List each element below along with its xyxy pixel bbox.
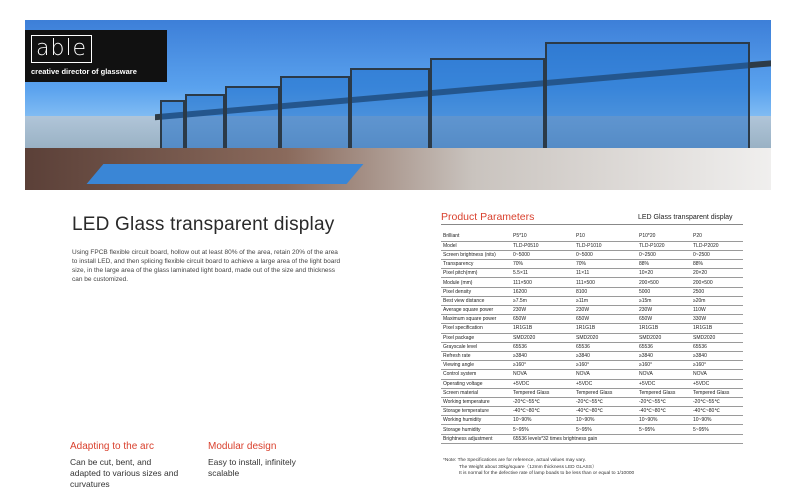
table-row bbox=[441, 361, 743, 370]
table-cell: TLD-P1020 bbox=[637, 241, 691, 250]
table-cell: 1R1G1B bbox=[574, 324, 637, 333]
table-cell: Tempered Glass bbox=[691, 388, 743, 397]
table-cell: SMD2020 bbox=[637, 333, 691, 342]
table-cell: 88% bbox=[637, 260, 691, 269]
table-cell: Control system bbox=[441, 370, 511, 379]
table-cell: 111×500 bbox=[511, 278, 574, 287]
table-cell: 5~95% bbox=[574, 425, 637, 434]
table-cell: 0~2500 bbox=[691, 250, 743, 259]
table-cell: ≥160° bbox=[637, 361, 691, 370]
table-cell: Screen material bbox=[441, 388, 511, 397]
table-cell: 650W bbox=[511, 315, 574, 324]
table-cell: 10×20 bbox=[637, 269, 691, 278]
table-row bbox=[441, 241, 743, 250]
table-cell: P20 bbox=[691, 232, 743, 241]
table-cell: 230W bbox=[637, 306, 691, 315]
table-row bbox=[441, 342, 743, 351]
table-cell: 5.5×11 bbox=[511, 269, 574, 278]
table-cell: 111×500 bbox=[574, 278, 637, 287]
table-cell: 10~90% bbox=[637, 416, 691, 425]
table-cell: 330W bbox=[691, 315, 743, 324]
table-cell: Tempered Glass bbox=[574, 388, 637, 397]
table-cell: 16200 bbox=[511, 287, 574, 296]
params-title: Product Parameters bbox=[441, 211, 535, 223]
table-cell: Maximum square power bbox=[441, 315, 511, 324]
table-cell: ≥3840 bbox=[691, 351, 743, 360]
table-cell: Storage temperature bbox=[441, 407, 511, 416]
feature-text-arc: Can be cut, bent, and adapted to various sizes and curvatures bbox=[70, 457, 179, 489]
table-cell: NOVA bbox=[691, 370, 743, 379]
table-cell: TLD-P2020 bbox=[691, 241, 743, 250]
table-cell: 650W bbox=[637, 315, 691, 324]
table-cell: 5~95% bbox=[637, 425, 691, 434]
table-cell: Pixel density bbox=[441, 287, 511, 296]
table-cell: 1R1G1B bbox=[637, 324, 691, 333]
table-cell: NOVA bbox=[637, 370, 691, 379]
table-cell: +5VDC bbox=[511, 379, 574, 388]
note-line: The Weight about 30kg/square（12mm thickness LED GLASS） bbox=[459, 464, 597, 470]
brand-logo bbox=[25, 30, 167, 82]
table-row bbox=[441, 232, 743, 241]
table-cell: 650W bbox=[574, 315, 637, 324]
brand-name: able bbox=[31, 35, 92, 63]
params-table bbox=[441, 232, 743, 444]
table-row bbox=[441, 416, 743, 425]
table-cell: TLD-P1010 bbox=[574, 241, 637, 250]
table-cell: 65536 bbox=[511, 342, 574, 351]
table-row bbox=[441, 379, 743, 388]
table-cell: 65536 bbox=[637, 342, 691, 351]
table-cell: 10~90% bbox=[691, 416, 743, 425]
table-row bbox=[441, 324, 743, 333]
table-cell: Grayscale level bbox=[441, 342, 511, 351]
table-cell: 110W bbox=[691, 306, 743, 315]
table-cell: ≥160° bbox=[511, 361, 574, 370]
table-cell: Operating voltage bbox=[441, 379, 511, 388]
table-row bbox=[441, 296, 743, 305]
table-cell: TLD-P0510 bbox=[511, 241, 574, 250]
table-cell: Model bbox=[441, 241, 511, 250]
page-title: LED Glass transparent display bbox=[72, 214, 335, 235]
table-cell: +5VDC bbox=[574, 379, 637, 388]
table-cell: ≥3840 bbox=[637, 351, 691, 360]
table-cell: 200×500 bbox=[637, 278, 691, 287]
params-divider bbox=[441, 224, 743, 225]
note-line: *Note: The Specifications are for reference, actual values may vary. bbox=[443, 458, 586, 463]
table-cell: Average square power bbox=[441, 306, 511, 315]
table-cell: 20×20 bbox=[691, 269, 743, 278]
feature-title-arc: Adapting to the arc bbox=[70, 441, 154, 452]
table-cell: Pixel specification bbox=[441, 324, 511, 333]
table-row bbox=[441, 425, 743, 434]
table-cell: Working temperature bbox=[441, 397, 511, 406]
table-cell: Viewing angle bbox=[441, 361, 511, 370]
table-cell: 65536 bbox=[691, 342, 743, 351]
table-cell: SMD2020 bbox=[511, 333, 574, 342]
table-cell: SMD2020 bbox=[691, 333, 743, 342]
table-cell: ≥7.5m bbox=[511, 296, 574, 305]
table-row bbox=[441, 370, 743, 379]
table-cell: 88% bbox=[691, 260, 743, 269]
table-row bbox=[441, 434, 743, 443]
table-cell: NOVA bbox=[574, 370, 637, 379]
table-cell: -40℃~80℃ bbox=[637, 407, 691, 416]
table-cell: -20℃~55℃ bbox=[691, 397, 743, 406]
table-cell: 10~90% bbox=[574, 416, 637, 425]
table-cell: -40℃~80℃ bbox=[691, 407, 743, 416]
brand-tagline: creative director of glassware bbox=[31, 67, 137, 76]
table-cell: 2500 bbox=[691, 287, 743, 296]
table-cell: ≥20m bbox=[691, 296, 743, 305]
table-cell: 11×11 bbox=[574, 269, 637, 278]
table-cell: Storage humidity bbox=[441, 425, 511, 434]
feature-text-modular: Easy to install, infinitely scalable bbox=[208, 457, 296, 478]
table-cell: -40℃~80℃ bbox=[511, 407, 574, 416]
table-cell: 5~95% bbox=[511, 425, 574, 434]
table-cell: 230W bbox=[511, 306, 574, 315]
table-row bbox=[441, 351, 743, 360]
table-row bbox=[441, 250, 743, 259]
table-cell: ≥3840 bbox=[511, 351, 574, 360]
table-cell: 65536 levels*32 times brightness gain bbox=[511, 434, 743, 443]
table-cell: Tempered Glass bbox=[637, 388, 691, 397]
table-cell: -40℃~80℃ bbox=[574, 407, 637, 416]
table-cell: P10*20 bbox=[637, 232, 691, 241]
table-cell: 0~2500 bbox=[637, 250, 691, 259]
table-cell: 70% bbox=[511, 260, 574, 269]
feature-title-modular: Modular design bbox=[208, 441, 277, 452]
note-line: It is normal for the defective rate of lamp boads to be less than or equal to 1/10000 bbox=[459, 471, 635, 476]
table-row bbox=[441, 315, 743, 324]
table-row bbox=[441, 278, 743, 287]
table-cell: Brightness adjustment bbox=[441, 434, 511, 443]
table-row bbox=[441, 397, 743, 406]
table-row bbox=[441, 287, 743, 296]
table-cell: Module (mm) bbox=[441, 278, 511, 287]
params-notes bbox=[443, 458, 743, 478]
table-cell: ≥160° bbox=[574, 361, 637, 370]
table-cell: 5000 bbox=[637, 287, 691, 296]
table-cell: 0~5000 bbox=[511, 250, 574, 259]
table-cell: 10~90% bbox=[511, 416, 574, 425]
table-cell: NOVA bbox=[511, 370, 574, 379]
table-cell: Working humidity bbox=[441, 416, 511, 425]
table-cell: +5VDC bbox=[691, 379, 743, 388]
table-cell: 0~5000 bbox=[574, 250, 637, 259]
table-cell: +5VDC bbox=[637, 379, 691, 388]
table-cell: -20℃~55℃ bbox=[511, 397, 574, 406]
table-cell: 200×500 bbox=[691, 278, 743, 287]
table-cell: -20℃~55℃ bbox=[574, 397, 637, 406]
table-row bbox=[441, 388, 743, 397]
table-cell: Transparency bbox=[441, 260, 511, 269]
table-row bbox=[441, 269, 743, 278]
table-cell: Pixel package bbox=[441, 333, 511, 342]
table-cell: ≥160° bbox=[691, 361, 743, 370]
table-cell: P5*10 bbox=[511, 232, 574, 241]
table-cell: Pixel pitch(mm) bbox=[441, 269, 511, 278]
table-cell: ≥3840 bbox=[574, 351, 637, 360]
table-cell: 65536 bbox=[574, 342, 637, 351]
table-cell: Brilliant bbox=[441, 232, 511, 241]
table-cell: Tempered Glass bbox=[511, 388, 574, 397]
table-cell: Best view distance bbox=[441, 296, 511, 305]
table-row bbox=[441, 260, 743, 269]
table-row bbox=[441, 407, 743, 416]
table-cell: 5~95% bbox=[691, 425, 743, 434]
table-cell: 1R1G1B bbox=[691, 324, 743, 333]
table-cell: 8100 bbox=[574, 287, 637, 296]
table-cell: Refresh rate bbox=[441, 351, 511, 360]
pool bbox=[87, 164, 364, 184]
product-description: Using FPCB flexible circuit board, hollow out at least 80% of the area, retain 20% of the area to install LED, and then splicing flexible circuit board to achieve a large area of the light board size, in the large area of the glass laminated light board, made out of the size and thickness can be customized. bbox=[72, 249, 341, 283]
params-subtitle: LED Glass transparent display bbox=[638, 214, 733, 221]
table-row bbox=[441, 306, 743, 315]
table-cell: ≥11m bbox=[574, 296, 637, 305]
table-cell: 70% bbox=[574, 260, 637, 269]
table-cell: -20℃~55℃ bbox=[637, 397, 691, 406]
table-row bbox=[441, 333, 743, 342]
table-cell: ≥15m bbox=[637, 296, 691, 305]
table-cell: SMD2020 bbox=[574, 333, 637, 342]
table-cell: Screen brightness (nits) bbox=[441, 250, 511, 259]
table-cell: P10 bbox=[574, 232, 637, 241]
table-cell: 230W bbox=[574, 306, 637, 315]
table-cell: 1R1G1B bbox=[511, 324, 574, 333]
